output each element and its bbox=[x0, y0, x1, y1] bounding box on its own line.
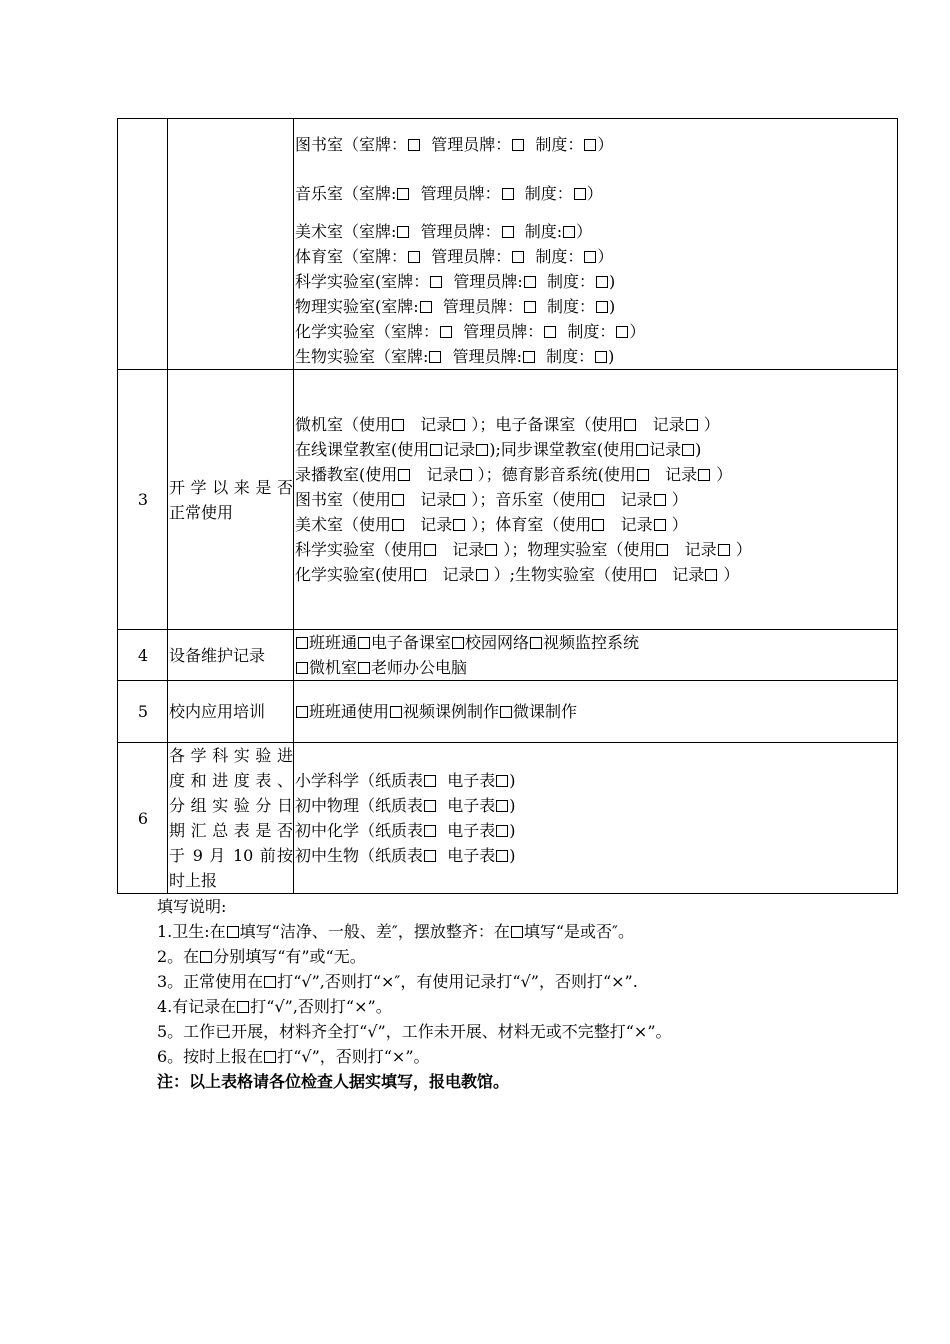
inspection-table bbox=[117, 118, 898, 894]
row-number: 6 bbox=[118, 743, 168, 894]
text-line: 班班通使用 视频课例制作 微课制作 bbox=[295, 699, 897, 724]
checkbox-icon[interactable] bbox=[698, 469, 710, 481]
text-line: 1.卫生:在 填写“洁净、一般、差″，摆放整齐：在 填写“是或否″。 bbox=[157, 921, 635, 941]
checkbox-icon[interactable] bbox=[429, 351, 441, 363]
row-content bbox=[294, 370, 898, 630]
text-line: 音乐室（室牌: 管理员牌： 制度： ） bbox=[295, 184, 603, 203]
text-line: 于 9 月 10 前按 bbox=[169, 846, 293, 865]
text-line: 5。工作已开展，材料齐全打“√”，工作未开展、材料无或不完整打“×”。 bbox=[157, 1021, 672, 1041]
checkbox-icon[interactable] bbox=[574, 188, 586, 200]
checkbox-icon[interactable] bbox=[424, 775, 436, 787]
checkbox-icon[interactable] bbox=[584, 139, 596, 151]
checkbox-icon[interactable] bbox=[616, 326, 628, 338]
checkbox-icon[interactable] bbox=[237, 1001, 249, 1013]
checkbox-icon[interactable] bbox=[460, 469, 472, 481]
checkbox-icon[interactable] bbox=[496, 800, 508, 812]
checkbox-icon[interactable] bbox=[496, 775, 508, 787]
text-line: 小学科学（纸质表 电子表 ) bbox=[295, 771, 516, 790]
notes-heading: 填写说明: bbox=[157, 897, 227, 916]
row-content bbox=[294, 630, 898, 681]
row-content bbox=[294, 681, 898, 743]
checkbox-icon[interactable] bbox=[264, 976, 276, 988]
checkbox-icon[interactable] bbox=[686, 419, 698, 431]
item-lines bbox=[169, 743, 293, 893]
text-line: 微机室（使用 记录 ）；电子备课室（使用 记录 ） bbox=[295, 415, 720, 434]
text-line: 2。在 分别填写“有”或“无。 bbox=[157, 946, 366, 966]
row-content bbox=[294, 119, 898, 370]
notes-footer: 注：以上表格请各位检查人据实填写，报电教馆。 bbox=[157, 1071, 510, 1091]
checkbox-icon[interactable] bbox=[624, 419, 636, 431]
row-number: 3 bbox=[118, 370, 168, 630]
checkbox-icon[interactable] bbox=[397, 188, 409, 200]
text-line: 4.有记录在 打“√”,否则打“×”。 bbox=[157, 996, 392, 1016]
text-line: 物理实验室(室牌: 管理员牌： 制度： ) bbox=[295, 297, 616, 316]
checkbox-icon[interactable] bbox=[398, 469, 410, 481]
text-line: 各学科实验进 bbox=[169, 746, 293, 765]
checkbox-icon[interactable] bbox=[397, 226, 409, 238]
checkbox-icon[interactable] bbox=[544, 326, 556, 338]
checkbox-icon[interactable] bbox=[644, 569, 656, 581]
checkbox-icon[interactable] bbox=[524, 301, 536, 313]
checkbox-icon[interactable] bbox=[596, 301, 608, 313]
text-line: 科学实验室(室牌： 管理员牌: 制度： ) bbox=[295, 272, 616, 291]
checkbox-icon[interactable] bbox=[595, 351, 607, 363]
content-lines bbox=[295, 699, 897, 724]
text-line: 科学实验室（使用 记录 ）；物理实验室（使用 记录 ） bbox=[295, 540, 752, 559]
item-line: 正常使用 bbox=[169, 502, 234, 522]
table-row bbox=[118, 370, 898, 630]
checkbox-icon[interactable] bbox=[512, 251, 524, 263]
content-lines bbox=[295, 768, 897, 868]
text-line: 初中生物（纸质表 电子表 ) bbox=[295, 846, 516, 865]
text-line: 化学实验室(使用 记录 ）;生物实验室（使用 记录 ） bbox=[295, 565, 740, 584]
row-item bbox=[168, 119, 294, 370]
checkbox-icon[interactable] bbox=[705, 569, 717, 581]
row-item: 设备维护记录 bbox=[168, 630, 294, 681]
checkbox-icon[interactable] bbox=[296, 637, 308, 649]
checkbox-icon[interactable] bbox=[200, 951, 212, 963]
text-line: 6。按时上报在 打“√”，否则打“×”。 bbox=[157, 1046, 430, 1066]
text-line: 体育室（室牌： 管理员牌： 制度： ） bbox=[295, 247, 614, 266]
text-line: 图书室（使用 记录 ）；音乐室（使用 记录 ） bbox=[295, 490, 688, 509]
checkbox-icon[interactable] bbox=[227, 926, 239, 938]
table-row bbox=[118, 681, 898, 743]
checkbox-icon[interactable] bbox=[500, 706, 512, 718]
row-number: 5 bbox=[118, 681, 168, 743]
checkbox-icon[interactable] bbox=[476, 444, 488, 456]
checkbox-icon[interactable] bbox=[296, 706, 308, 718]
row-item bbox=[168, 370, 294, 630]
text-line: 时上报 bbox=[169, 871, 218, 890]
checkbox-icon[interactable] bbox=[530, 637, 542, 649]
checkbox-icon[interactable] bbox=[476, 569, 488, 581]
checkbox-icon[interactable] bbox=[502, 226, 514, 238]
content-lines bbox=[295, 630, 897, 680]
text-line: 在线课堂教室(使用 记录 );同步课堂教室(使用 记录 ) bbox=[295, 440, 702, 459]
checkbox-icon[interactable] bbox=[390, 706, 402, 718]
checkbox-icon[interactable] bbox=[408, 251, 420, 263]
checkbox-icon[interactable] bbox=[392, 494, 404, 506]
checkbox-icon[interactable] bbox=[424, 800, 436, 812]
text-line: 微机室 老师办公电脑 bbox=[295, 655, 897, 680]
table-row bbox=[118, 743, 898, 894]
checkbox-icon[interactable] bbox=[420, 301, 432, 313]
checkbox-icon[interactable] bbox=[636, 444, 648, 456]
checkbox-icon[interactable] bbox=[511, 926, 523, 938]
checkbox-icon[interactable] bbox=[563, 226, 575, 238]
checkbox-icon[interactable] bbox=[414, 569, 426, 581]
row-number: 4 bbox=[118, 630, 168, 681]
checkbox-icon[interactable] bbox=[358, 637, 370, 649]
checkbox-icon[interactable] bbox=[430, 444, 442, 456]
text-line: 分组实验分日 bbox=[169, 796, 293, 815]
text-line: 班班通 电子备课室 校园网络 视频监控系统 bbox=[295, 630, 897, 655]
checkbox-icon[interactable] bbox=[424, 850, 436, 862]
checkbox-icon[interactable] bbox=[264, 1051, 276, 1063]
row-content bbox=[294, 743, 898, 894]
text-line: 初中物理（纸质表 电子表 ) bbox=[295, 796, 516, 815]
checkbox-icon[interactable] bbox=[654, 494, 666, 506]
checkbox-icon[interactable] bbox=[718, 544, 730, 556]
checkbox-icon[interactable] bbox=[592, 494, 604, 506]
text-line: 录播教室(使用 记录 ）；德育影音系统(使用 记录 ） bbox=[295, 465, 733, 484]
content-lines bbox=[295, 412, 897, 587]
content-lines bbox=[295, 132, 897, 369]
text-line: 度和进度表、 bbox=[169, 771, 293, 790]
fill-instructions bbox=[157, 895, 857, 1094]
checkbox-icon[interactable] bbox=[424, 544, 436, 556]
table-row bbox=[118, 119, 898, 370]
checkbox-icon[interactable] bbox=[430, 276, 442, 288]
table-row bbox=[118, 630, 898, 681]
checkbox-icon[interactable] bbox=[440, 326, 452, 338]
checkbox-icon[interactable] bbox=[453, 519, 465, 531]
checkbox-icon[interactable] bbox=[424, 825, 436, 837]
checkbox-icon[interactable] bbox=[656, 544, 668, 556]
checkbox-icon[interactable] bbox=[496, 850, 508, 862]
checkbox-icon[interactable] bbox=[524, 276, 536, 288]
checkbox-icon[interactable] bbox=[485, 544, 497, 556]
checkbox-icon[interactable] bbox=[596, 276, 608, 288]
text-line: 美术室（室牌: 管理员牌： 制度: ） bbox=[295, 222, 593, 241]
text-line: 期汇总表是否 bbox=[169, 821, 293, 840]
checkbox-icon[interactable] bbox=[452, 637, 464, 649]
checkbox-icon[interactable] bbox=[408, 139, 420, 151]
checkbox-icon[interactable] bbox=[392, 519, 404, 531]
checkbox-icon[interactable] bbox=[523, 351, 535, 363]
checkbox-icon[interactable] bbox=[654, 519, 666, 531]
checkbox-icon[interactable] bbox=[453, 494, 465, 506]
row-item: 校内应用培训 bbox=[168, 681, 294, 743]
item-line: 开学以来是否 bbox=[169, 477, 293, 497]
checkbox-icon[interactable] bbox=[296, 662, 308, 674]
notes-items bbox=[157, 920, 857, 1070]
checkbox-icon[interactable] bbox=[512, 139, 524, 151]
text-line: 美术室（使用 记录 ）；体育室（使用 记录 ） bbox=[295, 515, 688, 534]
checkbox-icon[interactable] bbox=[592, 519, 604, 531]
checkbox-icon[interactable] bbox=[637, 469, 649, 481]
checkbox-icon[interactable] bbox=[682, 444, 694, 456]
checkbox-icon[interactable] bbox=[502, 188, 514, 200]
checkbox-icon[interactable] bbox=[358, 662, 370, 674]
row-item bbox=[168, 743, 294, 894]
checkbox-icon[interactable] bbox=[496, 825, 508, 837]
text-line: 图书室（室牌： 管理员牌： 制度： ） bbox=[295, 135, 614, 154]
text-line: 化学实验室（室牌： 管理员牌： 制度： ） bbox=[295, 322, 646, 341]
checkbox-icon[interactable] bbox=[453, 419, 465, 431]
text-line: 3。正常使用在 打“√”,否则打“×″，有使用记录打“√”，否则打“×”. bbox=[157, 971, 638, 991]
text-line: 初中化学（纸质表 电子表 ) bbox=[295, 821, 516, 840]
row-number bbox=[118, 119, 168, 370]
text-line: 生物实验室（室牌: 管理员牌: 制度： ) bbox=[295, 347, 615, 366]
checkbox-icon[interactable] bbox=[392, 419, 404, 431]
checkbox-icon[interactable] bbox=[584, 251, 596, 263]
